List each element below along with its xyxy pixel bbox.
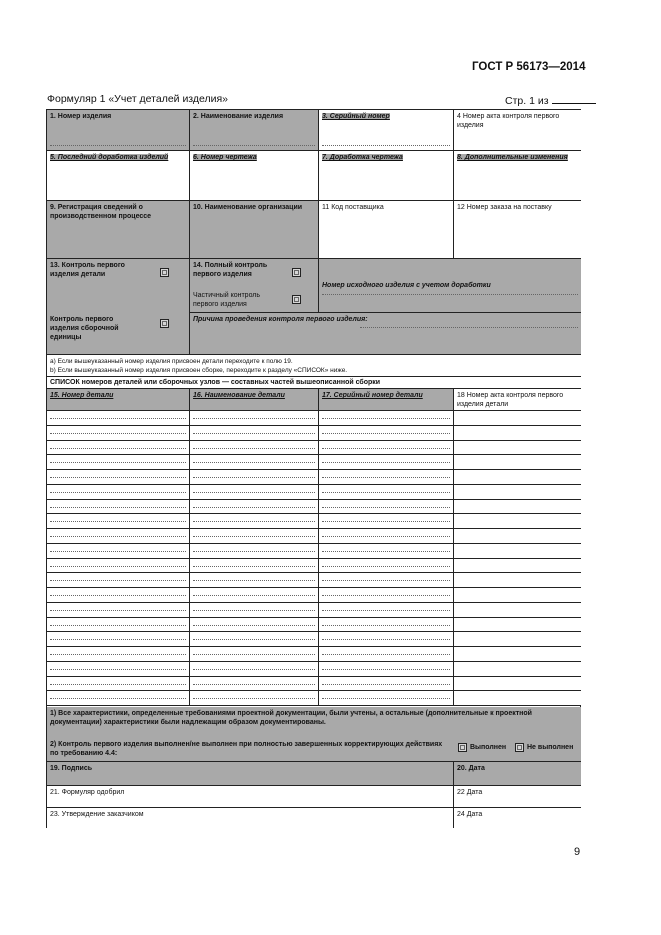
list-row-cell[interactable] xyxy=(319,588,454,603)
field-23-label: 23. Утверждение заказчиком xyxy=(50,811,144,818)
dotted-line xyxy=(50,624,186,626)
dotted-line xyxy=(193,476,315,478)
dotted-line xyxy=(50,447,186,449)
list-row-cell[interactable] xyxy=(454,411,581,426)
field-6-label: 6. Номер чертежа xyxy=(193,154,257,161)
dotted-line xyxy=(322,550,450,552)
dotted-line xyxy=(360,326,578,328)
dotted-line xyxy=(193,491,315,493)
field-10-label: 10. Наименование организации xyxy=(193,204,303,211)
standard-number: ГОСТ Р 56173—2014 xyxy=(472,61,586,73)
field-22-label: 22 Дата xyxy=(457,789,483,796)
list-row-cell[interactable] xyxy=(190,559,319,574)
list-row-cell[interactable] xyxy=(190,470,319,485)
list-row-cell[interactable] xyxy=(190,691,319,706)
list-row-cell[interactable] xyxy=(454,470,581,485)
page-number: 9 xyxy=(574,846,581,858)
dotted-line xyxy=(50,683,186,685)
list-row-cell[interactable] xyxy=(47,485,190,500)
list-row-cell[interactable] xyxy=(319,603,454,618)
fai-reason xyxy=(190,313,581,355)
field-4-label: 4 Номер акта контроля первого изделия xyxy=(457,113,560,129)
list-row-cell[interactable] xyxy=(319,559,454,574)
part-fai-checkbox[interactable] xyxy=(160,268,169,277)
dotted-line xyxy=(322,535,450,537)
list-row-cell[interactable] xyxy=(454,426,581,441)
dotted-line xyxy=(322,520,450,522)
dotted-line xyxy=(193,417,315,419)
list-row-cell[interactable] xyxy=(454,603,581,618)
list-row-cell[interactable] xyxy=(319,470,454,485)
statement-1: 1) Все характеристики, определенные требованиями проектной документации, были учтены, а остальные (дополнительные к проектной документации) характеристики были надлежащим образом документированы. xyxy=(50,710,532,726)
field-6-drawing-number xyxy=(190,151,319,201)
form-title: Формуляр 1 «Учет деталей изделия» xyxy=(47,93,229,105)
field-13b-assembly-fai xyxy=(47,313,190,355)
dotted-line xyxy=(50,461,186,463)
field-13b-label: Контроль первого изделия сборочной единицы xyxy=(50,316,119,341)
list-row-cell[interactable] xyxy=(454,691,581,706)
list-row-cell[interactable] xyxy=(454,618,581,633)
list-row-cell[interactable] xyxy=(47,559,190,574)
dotted-line xyxy=(193,579,315,581)
dotted-line xyxy=(50,668,186,670)
dotted-line xyxy=(193,432,315,434)
field-22-date xyxy=(454,786,581,808)
list-row-cell[interactable] xyxy=(454,544,581,559)
dotted-line xyxy=(193,638,315,640)
dotted-line xyxy=(193,506,315,508)
list-row-cell[interactable] xyxy=(47,691,190,706)
list-row-cell[interactable] xyxy=(319,441,454,456)
list-row-cell[interactable] xyxy=(47,662,190,677)
field-14-label: 14. Полный контроль первого изделия xyxy=(193,262,268,278)
list-row-cell[interactable] xyxy=(190,677,319,692)
dotted-line xyxy=(50,550,186,552)
list-row-cell[interactable] xyxy=(319,455,454,470)
list-row-cell[interactable] xyxy=(47,500,190,515)
field-19-label: 19. Подпись xyxy=(50,765,93,772)
list-row-cell[interactable] xyxy=(319,544,454,559)
dotted-line xyxy=(322,144,450,146)
field-21-label: 21. Формуляр одобрил xyxy=(50,789,125,796)
list-row-cell[interactable] xyxy=(319,647,454,662)
col-18-part-fai-report xyxy=(454,389,581,411)
dotted-line xyxy=(50,417,186,419)
list-row-cell[interactable] xyxy=(190,662,319,677)
statement-2: 2) Контроль первого изделия выполнен/не выполнен при полностью завершенных корректирующих действиях по требованию 4.4: xyxy=(50,741,443,757)
list-row-cell[interactable] xyxy=(454,500,581,515)
dotted-line xyxy=(193,683,315,685)
dotted-line xyxy=(193,461,315,463)
dotted-line xyxy=(193,535,315,537)
field-2-product-name xyxy=(190,110,319,151)
list-row-cell[interactable] xyxy=(47,455,190,470)
list-row-cell[interactable] xyxy=(319,500,454,515)
list-row-cell[interactable] xyxy=(47,632,190,647)
field-14-fai-type xyxy=(190,259,319,313)
field-24-date xyxy=(454,808,581,828)
field-3-serial-number xyxy=(319,110,454,151)
field-16-label: 16. Наименование детали xyxy=(193,392,285,399)
field-5-label: 5. Последний доработка изделий xyxy=(50,154,169,161)
field-3-label: 3. Серийный номер xyxy=(322,113,390,120)
dotted-line xyxy=(193,594,315,596)
field-20-date xyxy=(454,762,581,786)
list-row-cell[interactable] xyxy=(319,618,454,633)
list-row-cell[interactable] xyxy=(454,677,581,692)
list-row-cell[interactable] xyxy=(190,603,319,618)
field-12-purchase-order xyxy=(454,201,581,259)
field-7-drawing-revision xyxy=(319,151,454,201)
field-12-label: 12 Номер заказа на поставку xyxy=(457,204,552,211)
list-row-cell[interactable] xyxy=(454,455,581,470)
field-13-label: 13. Контроль первого изделия детали xyxy=(50,262,125,278)
field-8-additional-changes xyxy=(454,151,581,201)
dotted-line xyxy=(322,579,450,581)
list-row-cell[interactable] xyxy=(47,588,190,603)
list-row-cell[interactable] xyxy=(190,455,319,470)
list-row-cell[interactable] xyxy=(319,573,454,588)
field-10-organization-name xyxy=(190,201,319,259)
field-7-label: 7. Доработка чертежа xyxy=(322,154,403,161)
field-1-product-number xyxy=(47,110,190,151)
dotted-line xyxy=(322,293,578,295)
note-b: b) Если вышеуказанный номер изделия присвоен сборке, переходите к разделу «СПИСОК» ниже. xyxy=(50,367,348,374)
dotted-line xyxy=(322,565,450,567)
field-20-label: 20. Дата xyxy=(457,765,485,772)
list-row-cell[interactable] xyxy=(454,485,581,500)
list-row-cell[interactable] xyxy=(47,470,190,485)
dotted-line xyxy=(50,653,186,655)
dotted-line xyxy=(193,520,315,522)
list-row-cell[interactable] xyxy=(454,632,581,647)
dotted-line xyxy=(50,520,186,522)
dotted-line xyxy=(50,491,186,493)
instructions-notes xyxy=(47,355,581,377)
field-24-label: 24 Дата xyxy=(457,811,483,818)
list-row-cell[interactable] xyxy=(190,514,319,529)
dotted-line xyxy=(322,653,450,655)
field-21-approved-by xyxy=(47,786,454,808)
declaration-block xyxy=(47,707,581,762)
field-17-label: 17. Серийный номер детали xyxy=(322,392,423,399)
dotted-line xyxy=(50,565,186,567)
list-row-cell[interactable] xyxy=(47,514,190,529)
dotted-line xyxy=(193,447,315,449)
list-row-cell[interactable] xyxy=(47,529,190,544)
dotted-line xyxy=(322,506,450,508)
list-row-cell[interactable] xyxy=(319,662,454,677)
list-row-cell[interactable] xyxy=(319,485,454,500)
dotted-line xyxy=(50,432,186,434)
page-counter xyxy=(505,93,596,107)
page-label: Стр. 1 из xyxy=(505,95,549,107)
list-row-cell[interactable] xyxy=(47,426,190,441)
dotted-line xyxy=(322,609,450,611)
field-5-last-revision xyxy=(47,151,190,201)
list-row-cell[interactable] xyxy=(454,647,581,662)
page-total-blank xyxy=(552,93,596,104)
field-11-label: 11 Код поставщика xyxy=(322,204,384,211)
dotted-line xyxy=(322,594,450,596)
list-row-cell[interactable] xyxy=(47,441,190,456)
col-17-part-serial xyxy=(319,389,454,411)
list-row-cell[interactable] xyxy=(47,411,190,426)
list-title: СПИСОК номеров деталей или сборочных узлов — составных частей вышеописанной сборки xyxy=(47,377,581,389)
list-row-cell[interactable] xyxy=(190,632,319,647)
dotted-line xyxy=(322,683,450,685)
assembly-fai-checkbox[interactable] xyxy=(160,319,169,328)
dotted-line xyxy=(322,476,450,478)
list-row-cell[interactable] xyxy=(319,426,454,441)
dotted-line xyxy=(322,417,450,419)
field-4-fai-report-number xyxy=(454,110,581,151)
list-row-cell[interactable] xyxy=(190,441,319,456)
dotted-line xyxy=(193,624,315,626)
list-row-cell[interactable] xyxy=(319,632,454,647)
not-completed-checkbox[interactable] xyxy=(515,743,524,752)
list-row-cell[interactable] xyxy=(319,529,454,544)
list-row-cell[interactable] xyxy=(190,426,319,441)
partial-fai-checkbox[interactable] xyxy=(292,295,301,304)
list-row-cell[interactable] xyxy=(454,559,581,574)
list-row-cell[interactable] xyxy=(190,588,319,603)
dotted-line xyxy=(322,697,450,699)
source-product-number xyxy=(319,259,581,313)
field-1-label: 1. Номер изделия xyxy=(50,113,112,120)
field-11-supplier-code xyxy=(319,201,454,259)
completed-checkbox[interactable] xyxy=(458,743,467,752)
dotted-line xyxy=(50,535,186,537)
col-16-part-name xyxy=(190,389,319,411)
reason-label: Причина проведения контроля первого изделия: xyxy=(193,316,368,323)
list-row-cell[interactable] xyxy=(454,529,581,544)
dotted-line xyxy=(50,609,186,611)
list-row-cell[interactable] xyxy=(454,441,581,456)
list-row-cell[interactable] xyxy=(190,500,319,515)
field-13-part-fai xyxy=(47,259,190,313)
dotted-line xyxy=(193,668,315,670)
field-2-label: 2. Наименование изделия xyxy=(193,113,284,120)
list-row-cell[interactable] xyxy=(319,677,454,692)
dotted-line xyxy=(193,653,315,655)
col-15-part-number xyxy=(47,389,190,411)
form-sheet xyxy=(46,109,581,828)
dotted-line xyxy=(193,697,315,699)
list-row-cell[interactable] xyxy=(190,411,319,426)
note-a: а) Если вышеуказанный номер изделия присвоен детали переходите к полю 19. xyxy=(50,358,293,365)
list-row-cell[interactable] xyxy=(190,618,319,633)
full-fai-checkbox[interactable] xyxy=(292,268,301,277)
list-row-cell[interactable] xyxy=(190,544,319,559)
list-row-cell[interactable] xyxy=(454,588,581,603)
field-8-label: 8. Дополнительные изменения xyxy=(457,154,568,161)
list-row-cell[interactable] xyxy=(47,618,190,633)
dotted-line xyxy=(50,638,186,640)
dotted-line xyxy=(322,668,450,670)
dotted-line xyxy=(50,506,186,508)
dotted-line xyxy=(50,579,186,581)
list-row-cell[interactable] xyxy=(47,647,190,662)
dotted-line xyxy=(322,447,450,449)
list-row-cell[interactable] xyxy=(47,573,190,588)
not-completed-label: Не выполнен xyxy=(527,744,574,751)
field-9-label: 9. Регистрация сведений о производственном процессе xyxy=(50,204,152,220)
dotted-line xyxy=(322,461,450,463)
dotted-line xyxy=(50,697,186,699)
dotted-line xyxy=(50,144,186,146)
dotted-line xyxy=(50,476,186,478)
list-row-cell[interactable] xyxy=(454,662,581,677)
dotted-line xyxy=(322,638,450,640)
source-number-label: Номер исходного изделия с учетом доработки xyxy=(322,282,491,289)
dotted-line xyxy=(193,550,315,552)
list-row-cell[interactable] xyxy=(190,485,319,500)
field-14b-label: Частичный контроль первого изделия xyxy=(193,292,261,308)
dotted-line xyxy=(193,609,315,611)
dotted-line xyxy=(193,565,315,567)
list-row-cell[interactable] xyxy=(319,411,454,426)
field-9-process-reference xyxy=(47,201,190,259)
list-row-cell[interactable] xyxy=(190,573,319,588)
list-row-cell[interactable] xyxy=(190,529,319,544)
field-15-label: 15. Номер детали xyxy=(50,392,114,399)
list-row-cell[interactable] xyxy=(319,691,454,706)
dotted-line xyxy=(193,144,315,146)
dotted-line xyxy=(322,432,450,434)
list-row-cell[interactable] xyxy=(47,544,190,559)
field-23-customer-approval xyxy=(47,808,454,828)
list-row-cell[interactable] xyxy=(454,514,581,529)
list-row-cell[interactable] xyxy=(454,573,581,588)
completed-label: Выполнен xyxy=(470,744,507,751)
dotted-line xyxy=(322,491,450,493)
list-row-cell[interactable] xyxy=(190,647,319,662)
dotted-line xyxy=(322,624,450,626)
list-row-cell[interactable] xyxy=(47,603,190,618)
dotted-line xyxy=(50,594,186,596)
field-18-label: 18 Номер акта контроля первого изделия детали xyxy=(457,392,564,408)
list-row-cell[interactable] xyxy=(319,514,454,529)
list-row-cell[interactable] xyxy=(47,677,190,692)
field-19-signature xyxy=(47,762,454,786)
